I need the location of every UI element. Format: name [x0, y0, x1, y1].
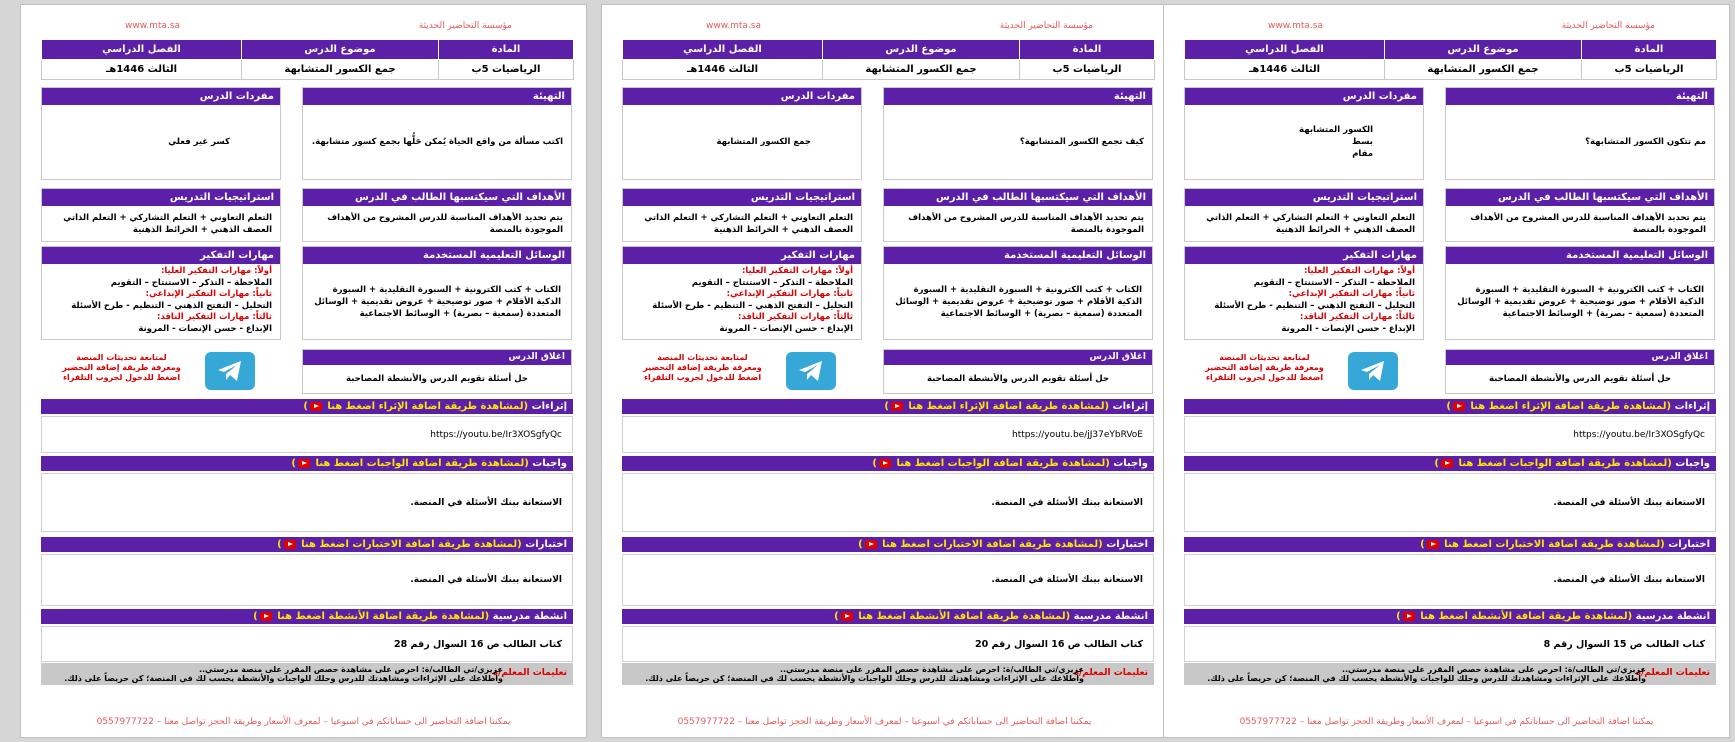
close-paren: ): [1434, 458, 1439, 469]
warmup-heading: التهيئة: [884, 88, 1152, 105]
youtube-icon: [1453, 402, 1465, 411]
youtube-icon: [841, 612, 853, 621]
youtube-icon: [310, 402, 322, 411]
org-name: مؤسسة التحاضير الحديثة: [418, 21, 512, 31]
tests-bar[interactable]: [41, 537, 573, 552]
homework-bar[interactable]: [41, 456, 573, 471]
site-link[interactable]: www.mta.sa: [1268, 21, 1323, 31]
goals-text: يتم تحديد الأهداف المناسبة للدرس المشروح من الأهداف الموجودة بالمنصة: [327, 213, 563, 235]
thinking-higher-text: الملاحظة – التذكر – الاستنتاج – التقويم: [691, 277, 853, 288]
notes-line: عزيزي/تي الطالب/ة: احرص على مشاهدة حصص المقرر على منصة مدرستي..: [1341, 665, 1646, 674]
notes-line: واطلاعك على الإثراءات ومشاهدتك للدرس وحلك للواجبات والأنشطة يحسب لك في المنصة؛ كن حريصاً على ذلك.: [645, 674, 1084, 683]
site-link[interactable]: www.mta.sa: [706, 21, 761, 31]
thinking-critical-label: ثالثاً: مهارات التفكير الناقد:: [157, 312, 272, 322]
term-label: الفصل الدراسي: [42, 40, 242, 60]
warmup-text: اكتب مسألة من واقع الحياة يُمكن حَلُّها بجمع كسور متشابهة.: [311, 137, 563, 147]
activities-bar[interactable]: [1184, 609, 1716, 624]
youtube-icon: [1441, 459, 1453, 468]
media-heading: الوسائل التعليمية المستخدمة: [884, 247, 1152, 264]
notes-line: عزيزي/تي الطالب/ة: احرص على مشاهدة حصص المقرر على منصة مدرستي..: [198, 665, 503, 674]
enrichments-bar[interactable]: [41, 399, 573, 414]
topic-label: موضوع الدرس: [823, 40, 1020, 60]
thinking-higher-text: الملاحظة – التذكر – الاستنتاج – التقويم: [1253, 277, 1415, 288]
promo-line: ومعرفة طريقة إضافة التحضير: [62, 363, 181, 372]
tests-bar[interactable]: [1184, 537, 1716, 552]
goals-section: [302, 188, 572, 242]
thinking-critical-label: ثالثاً: مهارات التفكير الناقد:: [1300, 312, 1415, 322]
enrichments-label: إثراءات: [1112, 401, 1148, 412]
thinking-heading: مهارات التفكير: [1185, 247, 1423, 264]
topic-value: جمع الكسور المتشابهة: [1385, 60, 1582, 80]
vocab-list: [623, 105, 861, 179]
tests-link[interactable]: (لمشاهدة طريقة اضافة الاختبارات اضغط هنا: [301, 539, 522, 550]
thinking-critical-text: الإبداع - حسن الإنصات - المرونة: [1281, 323, 1415, 334]
tests-body: [622, 554, 1154, 606]
activity-text: كتاب الطالب ص 16 السوال رقم 28: [394, 638, 562, 650]
homework-text: الاستعانة ببنك الأسئلة في المنصة.: [410, 497, 562, 508]
activities-label: انشطة مدرسية: [1073, 611, 1148, 622]
telegram-button[interactable]: [1348, 352, 1398, 390]
activities-body: [622, 626, 1154, 662]
promo-line: اضغط للدخول لجروب التلقراء: [643, 373, 762, 382]
tests-body: [41, 554, 573, 606]
close-paren: ): [872, 458, 877, 469]
promo-line: ومعرفة طريقة إضافة التحضير: [643, 363, 762, 372]
media-section: [883, 246, 1153, 340]
homework-text: الاستعانة ببنك الأسئلة في المنصة.: [991, 497, 1143, 508]
close-paren: ): [1420, 539, 1425, 550]
vocab-item: كسر غير فعلي: [168, 137, 230, 147]
lesson-info-table: [622, 39, 1155, 80]
activity-text: كتاب الطالب ص 16 السوال رقم 20: [975, 638, 1143, 650]
strategies-text: التعلم التعاوني + التعلم التشاركي + التعلم الذاتي العصف الذهني + الخرائط الذهنية: [63, 213, 272, 235]
telegram-icon: [217, 359, 243, 383]
vocab-section: [1184, 87, 1424, 180]
strategies-text: التعلم التعاوني + التعلم التشاركي + التعلم الذاتي العصف الذهني + الخرائط الذهنية: [1206, 213, 1415, 235]
activities-label: انشطة مدرسية: [492, 611, 567, 622]
term-value: الثالث 1446هـ: [42, 60, 242, 80]
enrichments-label: إثراءات: [531, 401, 567, 412]
topic-value: جمع الكسور المتشابهة: [823, 60, 1020, 80]
tests-text: الاستعانة ببنك الأسئلة في المنصة.: [991, 575, 1143, 585]
promo-line: لمتابعة تحديثات المنصة: [76, 353, 167, 362]
subject-label: المادة: [1582, 40, 1717, 60]
teacher-notes-label: تعليمات المعلم/ة: [1635, 668, 1710, 678]
tests-bar[interactable]: [622, 537, 1154, 552]
thinking-list: [1185, 264, 1423, 337]
thinking-creative-label: ثانياً: مهارات التفكير الإبداعي:: [726, 289, 853, 299]
enrichments-body: [622, 416, 1154, 453]
youtube-icon: [879, 459, 891, 468]
thinking-list: [42, 264, 280, 337]
lesson-plan-page: [601, 4, 1168, 738]
warmup-heading: التهيئة: [303, 88, 571, 105]
org-name: مؤسسة التحاضير الحديثة: [999, 21, 1093, 31]
activities-link[interactable]: (لمشاهدة طريقة اضافة الأنشطة اضغط هنا: [277, 611, 490, 622]
homework-label: واجبات: [1675, 458, 1710, 469]
tests-body: [1184, 554, 1716, 606]
lesson-plan-page: [1163, 4, 1730, 738]
strategies-section: [41, 188, 281, 242]
tests-link[interactable]: (لمشاهدة طريقة اضافة الاختبارات اضغط هنا: [1444, 539, 1665, 550]
homework-label: واجبات: [532, 458, 567, 469]
goals-heading: الأهداف التي سيكتسبها الطالب في الدرس: [1446, 189, 1714, 206]
telegram-promo[interactable]: [630, 353, 775, 383]
subject-value: الرياضيات 5ب: [1582, 60, 1717, 80]
enrichments-link[interactable]: (لمشاهدة طريقة اضافة الإثراء اضغط هنا: [1470, 401, 1672, 412]
teacher-notes: [41, 663, 573, 685]
closing-section: [302, 349, 572, 394]
vocab-item: جمع الكسور المتشابهة: [716, 137, 811, 147]
subject-value: الرياضيات 5ب: [1020, 60, 1155, 80]
telegram-button[interactable]: [786, 352, 836, 390]
thinking-higher-text: الملاحظة – التذكر – الاستنتاج – التقويم: [110, 277, 272, 288]
enrichments-body: [41, 416, 573, 453]
homework-text: الاستعانة ببنك الأسئلة في المنصة.: [1553, 497, 1705, 508]
closing-section: [883, 349, 1153, 394]
term-value: الثالث 1446هـ: [1185, 60, 1385, 80]
media-heading: الوسائل التعليمية المستخدمة: [1446, 247, 1714, 264]
teacher-notes-text: [1207, 665, 1646, 683]
warmup-section: [883, 87, 1153, 180]
subject-label: المادة: [439, 40, 574, 60]
page-footer: يمكننا اضافة التحاضير الى حساباتكم في اسبوعيا – لمعرف الأسعار وطريقة الحجز تواصل معنا – 0557977722: [677, 717, 1092, 727]
thinking-critical-label: ثالثاً: مهارات التفكير الناقد:: [738, 312, 853, 322]
enrichment-url[interactable]: https://youtu.be/jJ37eYbRVoE: [1012, 429, 1143, 440]
goals-text: يتم تحديد الأهداف المناسبة للدرس المشروح من الأهداف الموجودة بالمنصة: [1470, 213, 1706, 235]
enrichments-link[interactable]: (لمشاهدة طريقة اضافة الإثراء اضغط هنا: [327, 401, 529, 412]
warmup-text: كيف تجمع الكسور المتشابهة؟: [1019, 137, 1144, 147]
closing-text: حل أسئلة تقويم الدرس والأنشطة المصاحبة: [346, 374, 528, 384]
promo-line: اضغط للدخول لجروب التلقراء: [62, 373, 181, 382]
media-section: [1445, 246, 1715, 340]
media-heading: الوسائل التعليمية المستخدمة: [303, 247, 571, 264]
homework-bar[interactable]: [1184, 456, 1716, 471]
teacher-notes: [622, 663, 1154, 685]
thinking-section: [1184, 246, 1424, 340]
homework-link[interactable]: (لمشاهدة طريقة اضافة الواجبات اضغط هنا: [315, 458, 529, 469]
homework-body: [1184, 473, 1716, 532]
thinking-creative-text: التحليل – التفتح الذهني – التنظيم - طرح الأسئلة: [652, 300, 853, 311]
closing-heading: اغلاق الدرس: [1446, 350, 1714, 365]
goals-section: [1445, 188, 1715, 242]
page-footer: يمكننا اضافة التحاضير الى حساباتكم في اسبوعيا – لمعرف الأسعار وطريقة الحجز تواصل معنا – 0557977722: [1239, 717, 1654, 727]
vocab-heading: مفردات الدرس: [42, 88, 280, 105]
youtube-icon: [1427, 540, 1439, 549]
close-paren: ): [1446, 401, 1451, 412]
activities-bar[interactable]: [41, 609, 573, 624]
strategies-heading: استراتيجيات التدريس: [1185, 189, 1423, 206]
telegram-promo[interactable]: [1192, 353, 1337, 383]
vocab-list: [1185, 105, 1423, 179]
enrichments-link[interactable]: (لمشاهدة طريقة اضافة الإثراء اضغط هنا: [908, 401, 1110, 412]
notes-line: عزيزي/تي الطالب/ة: احرص على مشاهدة حصص المقرر على منصة مدرستي..: [779, 665, 1084, 674]
activities-link[interactable]: (لمشاهدة طريقة اضافة الأنشطة اضغط هنا: [1420, 611, 1633, 622]
thinking-creative-text: التحليل – التفتح الذهني – التنظيم - طرح الأسئلة: [71, 300, 272, 311]
teacher-notes-text: [64, 665, 503, 683]
tests-text: الاستعانة ببنك الأسئلة في المنصة.: [410, 575, 562, 585]
promo-line: اضغط للدخول لجروب التلقراء: [1205, 373, 1324, 382]
telegram-promo[interactable]: [49, 353, 194, 383]
vocab-item: الكسور المتشابهة: [1299, 125, 1373, 135]
thinking-list: [623, 264, 861, 337]
media-text: الكتاب + كتب الكترونية + السبورة التقليدية + السبورة الذكية الأقلام + صور توضيحية + عروض تقديمية + الوسائل المتعددة (سمعية – بصرية) + الوسائط الاجتماعية: [314, 285, 561, 319]
teacher-notes-label: تعليمات المعلم/ة: [492, 668, 567, 678]
vocab-section: [41, 87, 281, 180]
org-name: مؤسسة التحاضير الحديثة: [1561, 21, 1655, 31]
close-paren: ): [253, 611, 258, 622]
close-paren: ): [277, 539, 282, 550]
strategies-text: التعلم التعاوني + التعلم التشاركي + التعلم الذاتي العصف الذهني + الخرائط الذهنية: [644, 213, 853, 235]
site-link[interactable]: www.mta.sa: [125, 21, 180, 31]
telegram-icon: [1360, 359, 1386, 383]
topic-value: جمع الكسور المتشابهة: [242, 60, 439, 80]
homework-link[interactable]: (لمشاهدة طريقة اضافة الواجبات اضغط هنا: [896, 458, 1110, 469]
teacher-notes-text: [645, 665, 1084, 683]
activities-link[interactable]: (لمشاهدة طريقة اضافة الأنشطة اضغط هنا: [858, 611, 1071, 622]
closing-text: حل أسئلة تقويم الدرس والأنشطة المصاحبة: [1489, 374, 1671, 384]
teacher-notes: [1184, 663, 1716, 685]
lesson-info-table: [1184, 39, 1717, 80]
enrichments-label: إثراءات: [1674, 401, 1710, 412]
tests-label: اختبارات: [1106, 539, 1148, 550]
tests-link[interactable]: (لمشاهدة طريقة اضافة الاختبارات اضغط هنا: [882, 539, 1103, 550]
strategies-section: [622, 188, 862, 242]
homework-link[interactable]: (لمشاهدة طريقة اضافة الواجبات اضغط هنا: [1458, 458, 1672, 469]
homework-body: [622, 473, 1154, 532]
youtube-icon: [284, 540, 296, 549]
warmup-heading: التهيئة: [1446, 88, 1714, 105]
topic-label: موضوع الدرس: [242, 40, 439, 60]
lesson-plan-page: [20, 4, 587, 738]
thinking-higher-label: أولاً: مهارات التفكير العليا:: [1303, 266, 1415, 276]
closing-text: حل أسئلة تقويم الدرس والأنشطة المصاحبة: [927, 374, 1109, 384]
thinking-critical-text: الإبداع - حسن الإنصات - المرونة: [138, 323, 272, 334]
youtube-icon: [260, 612, 272, 621]
topic-label: موضوع الدرس: [1385, 40, 1582, 60]
subject-value: الرياضيات 5ب: [439, 60, 574, 80]
notes-line: واطلاعك على الإثراءات ومشاهدتك للدرس وحلك للواجبات والأنشطة يحسب لك في المنصة؛ كن حريصاً على ذلك.: [64, 674, 503, 683]
thinking-section: [622, 246, 862, 340]
youtube-icon: [1403, 612, 1415, 621]
enrichment-url[interactable]: https://youtu.be/Ir3XOSgfyQc: [1573, 429, 1705, 440]
goals-heading: الأهداف التي سيكتسبها الطالب في الدرس: [303, 189, 571, 206]
warmup-text: مم تتكون الكسور المتشابهة؟: [1585, 137, 1706, 147]
promo-line: لمتابعة تحديثات المنصة: [657, 353, 748, 362]
closing-heading: اغلاق الدرس: [884, 350, 1152, 365]
thinking-creative-label: ثانياً: مهارات التفكير الإبداعي:: [1288, 289, 1415, 299]
close-paren: ): [303, 401, 308, 412]
media-text: الكتاب + كتب الكترونية + السبورة التقليدية + السبورة الذكية الأقلام + صور توضيحية + عروض تقديمية + الوسائل المتعددة (سمعية – بصرية) + الوسائط الاجتماعية: [895, 285, 1142, 319]
homework-label: واجبات: [1113, 458, 1148, 469]
vocab-item: مقام: [1352, 149, 1373, 159]
closing-heading: اغلاق الدرس: [303, 350, 571, 365]
media-section: [302, 246, 572, 340]
enrichments-body: [1184, 416, 1716, 453]
vocab-item: بسط: [1352, 137, 1373, 147]
term-label: الفصل الدراسي: [1185, 40, 1385, 60]
close-paren: ): [1396, 611, 1401, 622]
term-label: الفصل الدراسي: [623, 40, 823, 60]
close-paren: ): [834, 611, 839, 622]
page-footer: يمكننا اضافة التحاضير الى حساباتكم في اسبوعيا – لمعرف الأسعار وطريقة الحجز تواصل معنا – 0557977722: [96, 717, 511, 727]
tests-text: الاستعانة ببنك الأسئلة في المنصة.: [1553, 575, 1705, 585]
vocab-heading: مفردات الدرس: [623, 88, 861, 105]
activities-bar[interactable]: [622, 609, 1154, 624]
homework-bar[interactable]: [622, 456, 1154, 471]
goals-section: [883, 188, 1153, 242]
thinking-higher-label: أولاً: مهارات التفكير العليا:: [741, 266, 853, 276]
thinking-critical-text: الإبداع - حسن الإنصات - المرونة: [719, 323, 853, 334]
thinking-creative-text: التحليل – التفتح الذهني – التنظيم - طرح الأسئلة: [1214, 300, 1415, 311]
notes-line: واطلاعك على الإثراءات ومشاهدتك للدرس وحلك للواجبات والأنشطة يحسب لك في المنصة؛ كن حريصاً على ذلك.: [1207, 674, 1646, 683]
thinking-higher-label: أولاً: مهارات التفكير العليا:: [160, 266, 272, 276]
closing-section: [1445, 349, 1715, 394]
telegram-button[interactable]: [205, 352, 255, 390]
enrichments-bar[interactable]: [1184, 399, 1716, 414]
close-paren: ): [884, 401, 889, 412]
promo-line: لمتابعة تحديثات المنصة: [1219, 353, 1310, 362]
enrichments-bar[interactable]: [622, 399, 1154, 414]
subject-label: المادة: [1020, 40, 1155, 60]
youtube-icon: [891, 402, 903, 411]
warmup-section: [1445, 87, 1715, 180]
activity-text: كتاب الطالب ص 15 السوال رقم 8: [1543, 638, 1705, 650]
thinking-heading: مهارات التفكير: [623, 247, 861, 264]
youtube-icon: [298, 459, 310, 468]
warmup-section: [302, 87, 572, 180]
media-text: الكتاب + كتب الكترونية + السبورة التقليدية + السبورة الذكية الأقلام + صور توضيحية + عروض تقديمية + الوسائل المتعددة (سمعية – بصرية) + الوسائط الاجتماعية: [1457, 285, 1704, 319]
tests-label: اختبارات: [1668, 539, 1710, 550]
vocab-section: [622, 87, 862, 180]
term-value: الثالث 1446هـ: [623, 60, 823, 80]
strategies-section: [1184, 188, 1424, 242]
youtube-icon: [865, 540, 877, 549]
telegram-icon: [798, 359, 824, 383]
thinking-section: [41, 246, 281, 340]
promo-line: ومعرفة طريقة إضافة التحضير: [1205, 363, 1324, 372]
close-paren: ): [858, 539, 863, 550]
activities-body: [41, 626, 573, 662]
goals-text: يتم تحديد الأهداف المناسبة للدرس المشروح من الأهداف الموجودة بالمنصة: [908, 213, 1144, 235]
thinking-creative-label: ثانياً: مهارات التفكير الإبداعي:: [145, 289, 272, 299]
vocab-heading: مفردات الدرس: [1185, 88, 1423, 105]
strategies-heading: استراتيجيات التدريس: [623, 189, 861, 206]
activities-label: انشطة مدرسية: [1635, 611, 1710, 622]
homework-body: [41, 473, 573, 532]
thinking-heading: مهارات التفكير: [42, 247, 280, 264]
teacher-notes-label: تعليمات المعلم/ة: [1073, 668, 1148, 678]
activities-body: [1184, 626, 1716, 662]
strategies-heading: استراتيجيات التدريس: [42, 189, 280, 206]
lesson-info-table: [41, 39, 574, 80]
enrichment-url[interactable]: https://youtu.be/Ir3XOSgfyQc: [430, 429, 562, 440]
close-paren: ): [291, 458, 296, 469]
goals-heading: الأهداف التي سيكتسبها الطالب في الدرس: [884, 189, 1152, 206]
tests-label: اختبارات: [525, 539, 567, 550]
vocab-list: [42, 105, 280, 179]
